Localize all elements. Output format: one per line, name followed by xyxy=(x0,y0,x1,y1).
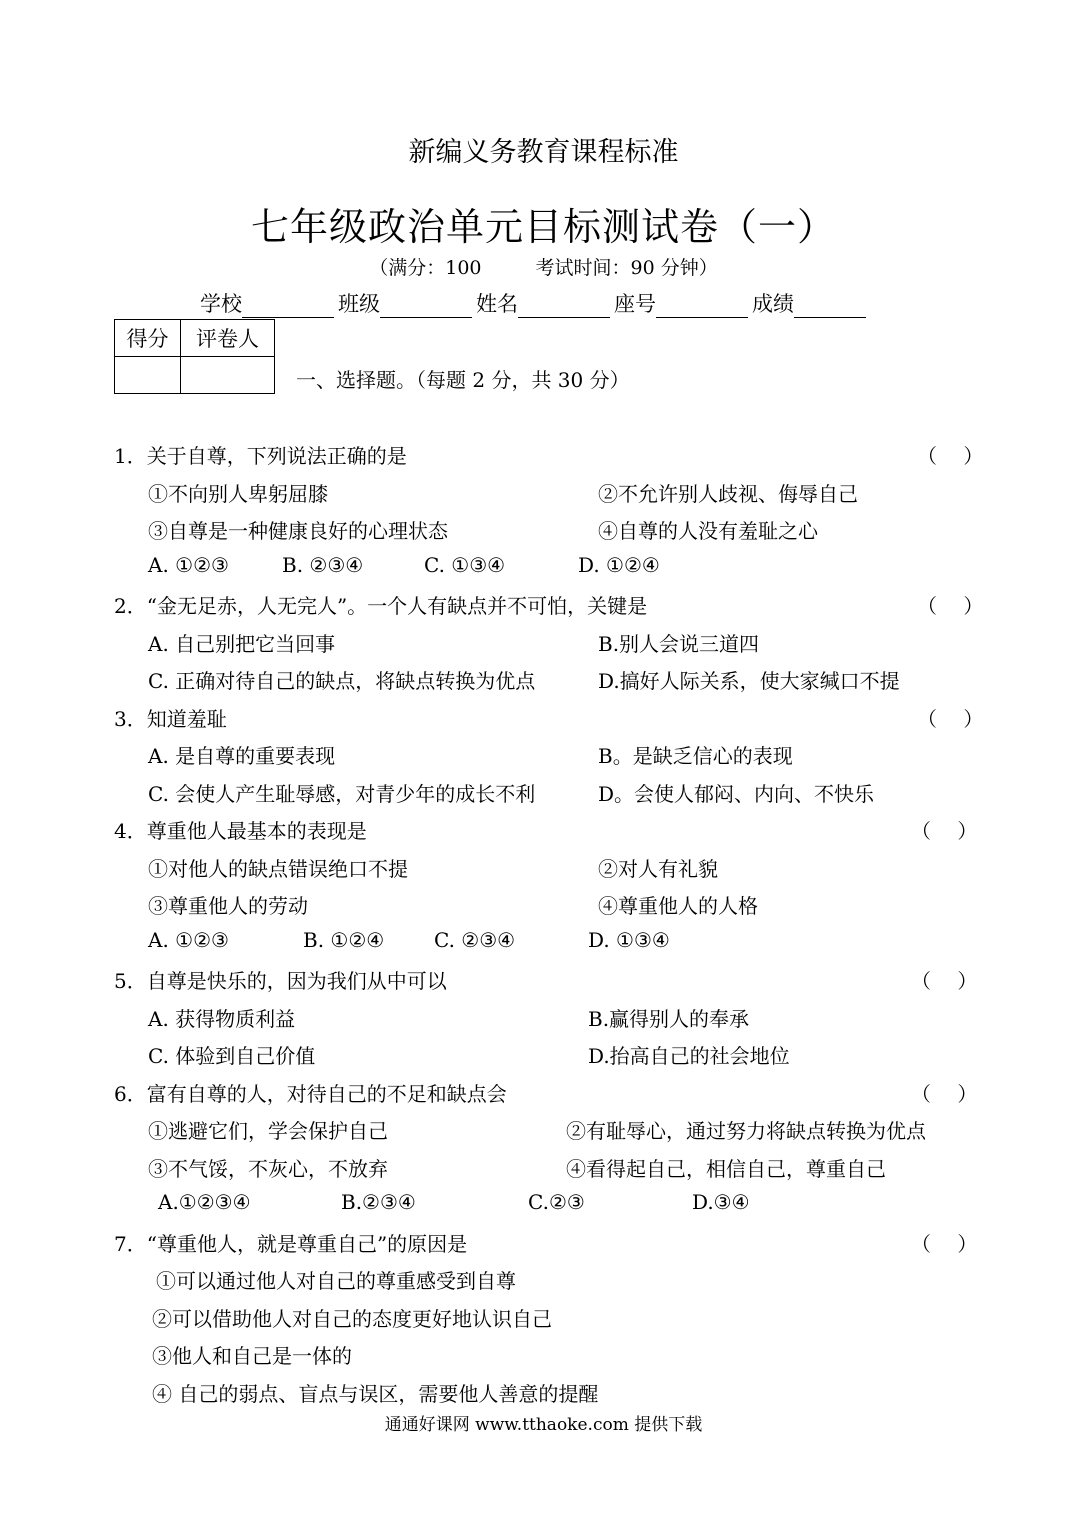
answer-paren[interactable]: （ ） xyxy=(917,444,984,468)
class-blank[interactable] xyxy=(380,295,472,318)
choice-c: C. 正确对待自己的缺点，将缺点转换为优点 xyxy=(148,669,536,693)
score-table xyxy=(114,319,275,394)
answer-paren[interactable]: （ ） xyxy=(911,819,978,843)
statement: ③不气馁，不灰心，不放弃 xyxy=(148,1157,388,1181)
statement: ②对人有礼貌 xyxy=(598,857,718,881)
choice-c: C. ①③④ xyxy=(424,553,506,577)
choice-d: D. ①③④ xyxy=(588,928,670,952)
choice-a: A.①②③④ xyxy=(158,1190,251,1214)
choice-c: C. 会使人产生耻辱感，对青少年的成长不利 xyxy=(148,782,536,806)
score-header: 得分 xyxy=(115,320,181,357)
statement: ①不向别人卑躬屈膝 xyxy=(148,482,328,506)
statement: ④ 自己的弱点、盲点与误区，需要他人善意的提醒 xyxy=(152,1382,599,1406)
statement: ①逃避它们，学会保护自己 xyxy=(148,1119,388,1143)
choice-d: D.抬高自己的社会地位 xyxy=(588,1044,790,1068)
question-stem: 3．知道羞耻 xyxy=(114,707,227,731)
choice-b: B.别人会说三道四 xyxy=(598,632,760,656)
statement: ①可以通过他人对自己的尊重感受到自尊 xyxy=(156,1269,516,1293)
choice-d: D。会使人郁闷、内向、不快乐 xyxy=(598,782,875,806)
full-score: （满分：100 xyxy=(369,257,482,279)
page-title: 七年级政治单元目标测试卷（一） xyxy=(250,205,836,249)
name-label: 姓名 xyxy=(476,292,518,316)
grade-label: 成绩 xyxy=(752,292,794,316)
choice-b: B。是缺乏信心的表现 xyxy=(598,744,793,768)
question-stem: 5．自尊是快乐的，因为我们从中可以 xyxy=(114,969,447,993)
answer-paren[interactable]: （ ） xyxy=(911,1232,978,1256)
school-blank[interactable] xyxy=(242,295,334,318)
section-heading: 一、选择题。（每题 2 分，共 30 分） xyxy=(296,368,630,392)
choice-a: A. ①②③ xyxy=(148,928,229,952)
statement: ④看得起自己，相信自己，尊重自己 xyxy=(566,1157,886,1181)
choice-b: B. ②③④ xyxy=(282,553,364,577)
choice-c: C. 体验到自己价值 xyxy=(148,1044,316,1068)
choice-d: D.搞好人际关系，使大家缄口不提 xyxy=(598,669,900,693)
choice-b: B.②③④ xyxy=(341,1190,416,1214)
exam-time: 考试时间：90 分钟） xyxy=(535,257,718,279)
statement: ③自尊是一种健康良好的心理状态 xyxy=(148,519,448,543)
choice-a: A. 自己别把它当回事 xyxy=(148,632,336,656)
exam-meta xyxy=(0,253,1087,280)
statement: ②可以借助他人对自己的态度更好地认识自己 xyxy=(152,1307,552,1331)
grader-header: 评卷人 xyxy=(181,320,275,357)
statement: ②有耻辱心，通过努力将缺点转换为优点 xyxy=(566,1119,926,1143)
choice-d: D.③④ xyxy=(692,1190,750,1214)
statement: ②不允许别人歧视、侮辱自己 xyxy=(598,482,858,506)
choice-a: A. ①②③ xyxy=(148,553,229,577)
footer-note: 通通好课网 www.tthaoke.com 提供下载 xyxy=(384,1415,703,1435)
student-info-row xyxy=(200,288,870,318)
seat-blank[interactable] xyxy=(656,295,748,318)
question-stem: 1．关于自尊，下列说法正确的是 xyxy=(114,444,407,468)
choice-b: B. ①②④ xyxy=(303,928,385,952)
answer-paren[interactable]: （ ） xyxy=(917,594,984,618)
statement: ③他人和自己是一体的 xyxy=(152,1344,352,1368)
class-label: 班级 xyxy=(338,292,380,316)
choice-c: C. ②③④ xyxy=(434,928,516,952)
choice-c: C.②③ xyxy=(528,1190,585,1214)
statement: ④自尊的人没有羞耻之心 xyxy=(598,519,818,543)
name-blank[interactable] xyxy=(518,295,610,318)
answer-paren[interactable]: （ ） xyxy=(911,969,978,993)
answer-paren[interactable]: （ ） xyxy=(917,707,984,731)
answer-paren[interactable]: （ ） xyxy=(911,1082,978,1106)
question-stem: 2．“金无足赤，人无完人”。一个人有缺点并不可怕，关键是 xyxy=(114,594,648,618)
choice-a: A. 获得物质利益 xyxy=(148,1007,296,1031)
statement: ④尊重他人的人格 xyxy=(598,894,758,918)
choice-a: A. 是自尊的重要表现 xyxy=(148,744,336,768)
score-cell[interactable] xyxy=(115,357,181,394)
question-stem: 7．“尊重他人，就是尊重自己”的原因是 xyxy=(114,1232,468,1256)
seat-label: 座号 xyxy=(614,292,656,316)
choice-d: D. ①②④ xyxy=(578,553,660,577)
question-stem: 4．尊重他人最基本的表现是 xyxy=(114,819,367,843)
subtitle: 新编义务教育课程标准 xyxy=(408,137,679,168)
grade-blank[interactable] xyxy=(794,295,866,318)
question-stem: 6．富有自尊的人，对待自己的不足和缺点会 xyxy=(114,1082,507,1106)
statement: ①对他人的缺点错误绝口不提 xyxy=(148,857,408,881)
statement: ③尊重他人的劳动 xyxy=(148,894,308,918)
grader-cell[interactable] xyxy=(181,357,275,394)
choice-b: B.赢得别人的奉承 xyxy=(588,1007,750,1031)
school-label: 学校 xyxy=(200,292,242,316)
